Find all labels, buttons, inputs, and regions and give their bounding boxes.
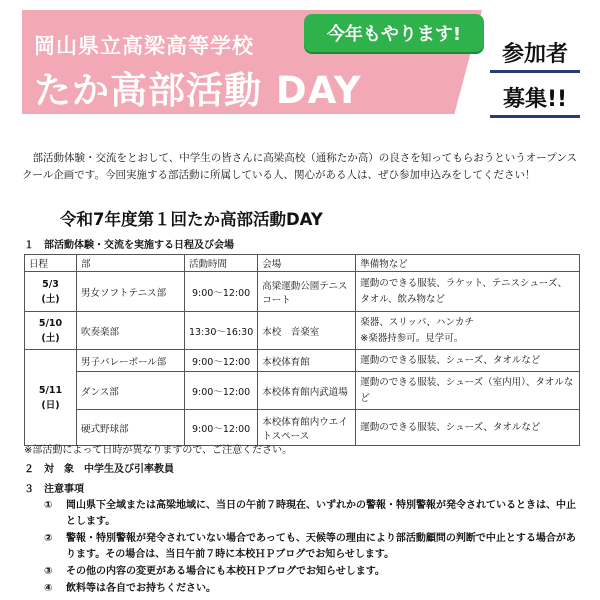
note-text: 飲料等は各自でお持ちください。 <box>66 583 216 594</box>
venue-cell: 高梁運動公園テニスコート <box>258 272 356 312</box>
prep-cell: 運動のできる服装、ラケット、テニスシューズ、タオル、飲み物など <box>356 272 580 312</box>
recruit-line-1: 参加者 <box>490 40 580 73</box>
note-text: 警報・特別警報が発令されていない場合であっても、天候等の理由により部活動顧問の判断で中止とする場合があります。その場合は、当日午前７時に本校ＨＰブログでお知らせします。 <box>66 533 576 560</box>
col-header-date: 日程 <box>25 255 77 272</box>
event-title: たか高部活動 DAY <box>34 69 362 112</box>
list-item <box>44 564 584 580</box>
table-note: ※部活動によって日時が異なりますので、ご注意ください。 <box>24 445 293 456</box>
note-number: ③ <box>44 566 53 577</box>
note-number: ④ <box>44 583 53 594</box>
date-cell: 5/10 (土) <box>25 312 77 350</box>
date-cell: 5/3 (土) <box>25 272 77 312</box>
time-cell: 9:00〜12:00 <box>185 372 258 410</box>
note-number: ② <box>44 533 53 544</box>
this-year-badge: 今年もやります! <box>304 14 484 52</box>
intro-paragraph: 部活動体験・交流をとおして、中学生の皆さんに高梁高校（通称たか高）の良さを知ってもらおうというオープンスクール企画です。今回実施する部活動に所属している人、関心がある人は、ぜひ参加申込みをしてください！ <box>22 152 578 181</box>
club-cell: 吹奏楽部 <box>77 312 185 350</box>
section-2-target: ２ 対 象 中学生及び引率教員 <box>24 464 174 475</box>
venue-cell: 本校 音楽室 <box>258 312 356 350</box>
table-header-row <box>25 255 580 272</box>
notes-list <box>44 498 584 598</box>
table-row <box>25 350 580 372</box>
time-cell: 9:00〜12:00 <box>185 410 258 446</box>
list-item <box>44 498 584 530</box>
note-number: ① <box>44 500 53 511</box>
section-3-title: ３ 注意事項 <box>24 484 84 495</box>
prep-cell: 運動のできる服装、シューズ、タオルなど <box>356 350 580 372</box>
venue-cell: 本校体育館内武道場 <box>258 372 356 410</box>
table-row <box>25 272 580 312</box>
section-1-title: １ 部活動体験・交流を実施する日程及び会場 <box>24 240 234 251</box>
note-text: その他の内容の変更がある場合にも本校ＨＰブログでお知らせします。 <box>66 566 385 577</box>
schedule-table <box>24 254 580 446</box>
club-cell: ダンス部 <box>77 372 185 410</box>
time-cell: 9:00〜12:00 <box>185 350 258 372</box>
table-row <box>25 372 580 410</box>
date-cell: 5/11 (日) <box>25 350 77 446</box>
table-row <box>25 312 580 350</box>
club-cell: 男女ソフトテニス部 <box>77 272 185 312</box>
list-item <box>44 581 584 597</box>
list-item <box>44 531 584 563</box>
prep-cell: 楽器、スリッパ、ハンカチ ※楽器持参可。見学可。 <box>356 312 580 350</box>
club-cell: 硬式野球部 <box>77 410 185 446</box>
time-cell: 13:30〜16:30 <box>185 312 258 350</box>
recruit-callout <box>490 40 580 118</box>
prep-cell: 運動のできる服装、シューズ（室内用）、タオルなど <box>356 372 580 410</box>
col-header-club: 部 <box>77 255 185 272</box>
prep-cell: 運動のできる服装、シューズ、タオルなど <box>356 410 580 446</box>
school-name: 岡山県立高梁高等学校 <box>34 34 254 58</box>
col-header-time: 活動時間 <box>185 255 258 272</box>
col-header-venue: 会場 <box>258 255 356 272</box>
event-heading: 令和7年度第１回たか高部活動DAY <box>60 210 323 229</box>
club-cell: 男子バレーボール部 <box>77 350 185 372</box>
venue-cell: 本校体育館内ウエイトスペース <box>258 410 356 446</box>
col-header-prep: 準備物など <box>356 255 580 272</box>
note-text: 岡山県下全域または高梁地域に、当日の午前７時現在、いずれかの警報・特別警報が発令されているときは、中止とします。 <box>66 500 576 527</box>
time-cell: 9:00〜12:00 <box>185 272 258 312</box>
venue-cell: 本校体育館 <box>258 350 356 372</box>
recruit-line-2: 募集!! <box>490 85 580 118</box>
